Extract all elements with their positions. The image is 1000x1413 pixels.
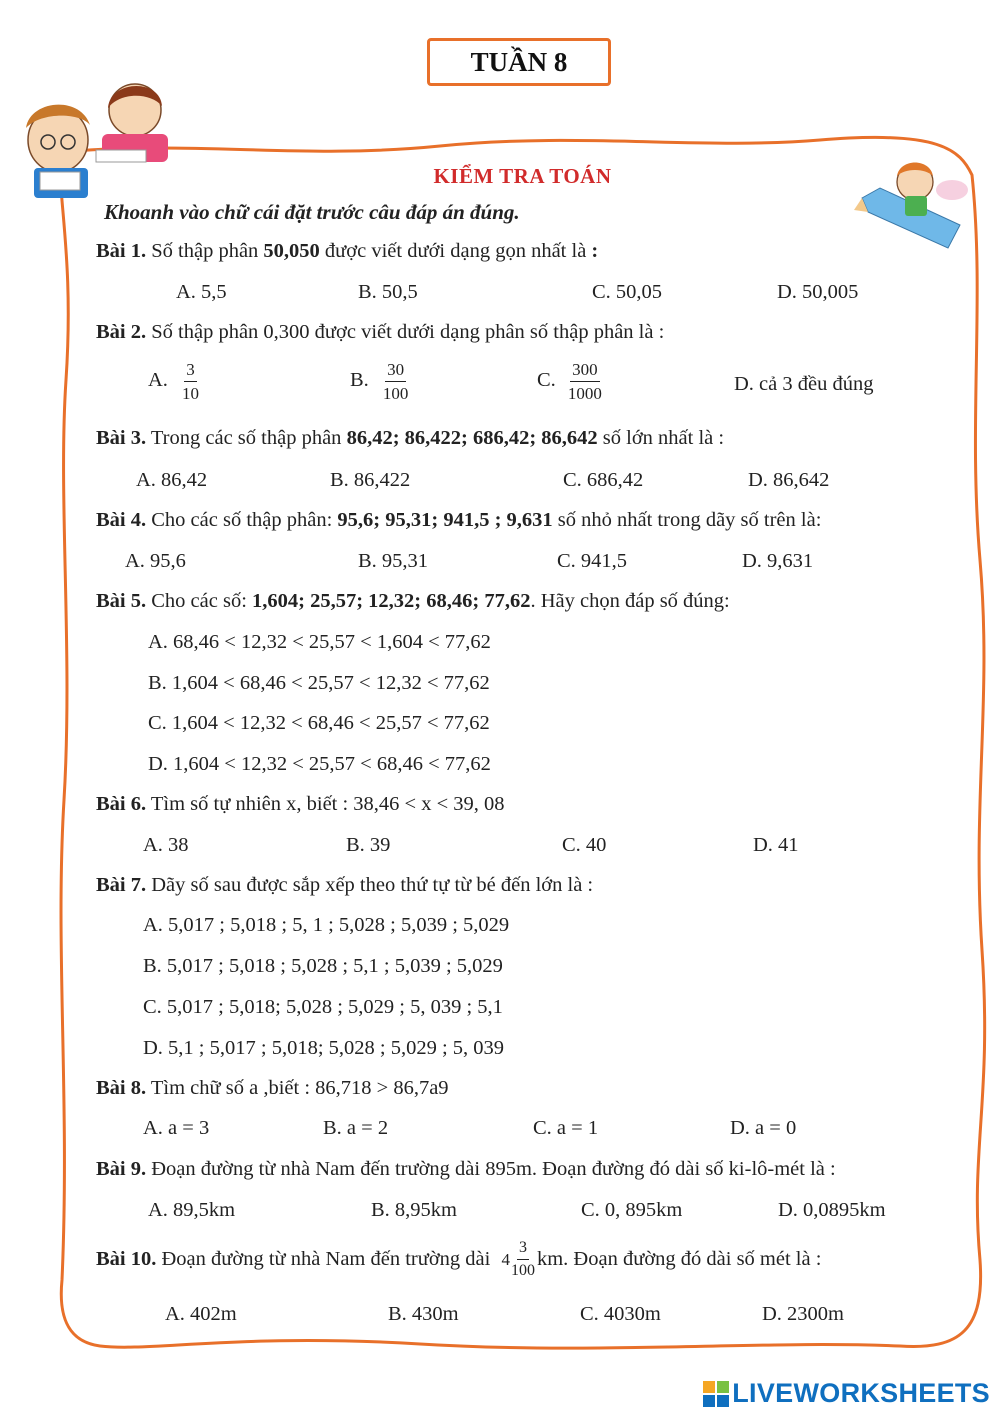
question-text: km. Đoạn đường đó dài số mét là : — [536, 1248, 822, 1270]
question-emphasis: 86,42; 86,422; 686,42; 86,642 — [346, 427, 598, 449]
week-title: TUẦN 8 — [427, 38, 611, 86]
question-text: Cho các số thập phân: — [146, 509, 338, 531]
question-3 — [96, 427, 724, 450]
fraction — [511, 1240, 535, 1279]
question-label: Bài 7. — [96, 874, 147, 896]
q3-option-d[interactable]: D. 86,642 — [748, 469, 830, 491]
question-label: Bài 3. — [96, 427, 147, 449]
q10-option-b[interactable]: B. 430m — [388, 1303, 459, 1325]
q7-option-c[interactable]: C. 5,017 ; 5,018; 5,028 ; 5,029 ; 5, 039 ; 5,1 — [143, 996, 503, 1018]
liveworksheets-logo[interactable] — [703, 1378, 990, 1409]
q9-option-d[interactable]: D. 0,0895km — [778, 1199, 886, 1221]
option-letter: A. — [148, 369, 168, 392]
q8-option-a[interactable]: A. a = 3 — [143, 1117, 210, 1139]
question-text: Số thập phân 0,300 được viết dưới dạng phân số thập phân là : — [146, 321, 665, 343]
question-text: Dãy số sau được sắp xếp theo thứ tự từ bé đến lớn là : — [146, 874, 594, 896]
q3-option-c[interactable]: C. 686,42 — [563, 469, 644, 491]
q4-option-a[interactable]: A. 95,6 — [125, 550, 186, 572]
q8-option-c[interactable]: C. a = 1 — [533, 1117, 599, 1139]
question-emphasis: 1,604; 25,57; 12,32; 68,46; 77,62 — [252, 590, 531, 612]
question-1 — [96, 240, 598, 263]
question-emphasis: 50,050 — [263, 240, 320, 262]
q6-option-a[interactable]: A. 38 — [143, 834, 189, 856]
question-text: Trong các số thập phân — [146, 427, 347, 449]
q5-option-a[interactable]: A. 68,46 < 12,32 < 25,57 < 1,604 < 77,62 — [148, 631, 491, 653]
mixed-number — [501, 1240, 535, 1279]
denominator: 1000 — [567, 384, 602, 403]
question-text: Đoạn đường từ nhà Nam đến trường dài 895m. Đoạn đường đó dài số ki-lô-mét là : — [146, 1158, 836, 1180]
question-text: Cho các số: — [146, 590, 253, 612]
q1-option-a[interactable]: A. 5,5 — [176, 281, 227, 303]
option-letter: B. — [350, 369, 369, 392]
question-2 — [96, 321, 664, 344]
option-letter: C. — [537, 369, 556, 392]
q5-option-b[interactable]: B. 1,604 < 68,46 < 25,57 < 12,32 < 77,62 — [148, 672, 490, 694]
numerator: 30 — [385, 361, 406, 382]
whole-part: 4 — [501, 1249, 510, 1269]
q1-option-c[interactable]: C. 50,05 — [592, 281, 663, 303]
question-10 — [96, 1240, 821, 1279]
q3-option-a[interactable]: A. 86,42 — [136, 469, 208, 491]
q10-option-d[interactable]: D. 2300m — [762, 1303, 844, 1325]
fraction — [383, 361, 409, 402]
question-colon: : — [591, 240, 599, 262]
q4-option-d[interactable]: D. 9,631 — [742, 550, 814, 572]
numerator: 3 — [184, 361, 197, 382]
q2-option-b[interactable] — [350, 361, 408, 402]
q10-option-a[interactable]: A. 402m — [165, 1303, 237, 1325]
q5-option-c[interactable]: C. 1,604 < 12,32 < 68,46 < 25,57 < 77,62 — [148, 712, 490, 734]
question-text: Tìm số tự nhiên x, biết : 38,46 < x < 39, 08 — [146, 793, 505, 815]
denominator: 100 — [382, 384, 409, 403]
question-label: Bài 6. — [96, 793, 147, 815]
q8-option-b[interactable]: B. a = 2 — [323, 1117, 389, 1139]
q2-option-d[interactable]: D. cả 3 đều đúng — [734, 373, 874, 395]
question-text: số lớn nhất là : — [597, 427, 725, 449]
question-emphasis: 95,6; 95,31; 941,5 ; 9,631 — [337, 509, 553, 531]
question-6 — [96, 793, 505, 816]
question-text: số nhỏ nhất trong dãy số trên là: — [552, 509, 822, 531]
question-label: Bài 9. — [96, 1158, 147, 1180]
question-text: được viết dưới dạng gọn nhất là — [319, 240, 592, 262]
question-text: Tìm chữ số a ,biết : 86,718 > 86,7a9 — [146, 1077, 449, 1099]
fraction — [182, 361, 199, 402]
denominator: 10 — [181, 384, 199, 403]
question-label: Bài 5. — [96, 590, 147, 612]
denominator: 100 — [510, 1262, 535, 1279]
question-9 — [96, 1158, 836, 1181]
q9-option-c[interactable]: C. 0, 895km — [581, 1199, 683, 1221]
page-heading: KIỂM TRA TOÁN — [433, 164, 612, 188]
question-text: Số thập phân — [146, 240, 264, 262]
question-4 — [96, 509, 821, 532]
q4-option-b[interactable]: B. 95,31 — [358, 550, 429, 572]
q1-option-d[interactable]: D. 50,005 — [777, 281, 859, 303]
q1-option-b[interactable]: B. 50,5 — [358, 281, 418, 303]
q6-option-c[interactable]: C. 40 — [562, 834, 607, 856]
q9-option-b[interactable]: B. 8,95km — [371, 1199, 457, 1221]
numerator: 300 — [570, 361, 600, 382]
q8-option-d[interactable]: D. a = 0 — [730, 1117, 797, 1139]
fraction — [568, 361, 602, 402]
q7-option-d[interactable]: D. 5,1 ; 5,017 ; 5,018; 5,028 ; 5,029 ; 5, 039 — [143, 1037, 505, 1059]
q2-option-c[interactable] — [537, 361, 602, 402]
numerator: 3 — [517, 1240, 529, 1260]
q10-option-c[interactable]: C. 4030m — [580, 1303, 661, 1325]
q7-option-b[interactable]: B. 5,017 ; 5,018 ; 5,028 ; 5,1 ; 5,039 ; 5,029 — [143, 955, 503, 977]
instruction-text: Khoanh vào chữ cái đặt trước câu đáp án đúng. — [104, 200, 520, 224]
q6-option-b[interactable]: B. 39 — [346, 834, 391, 856]
q6-option-d[interactable]: D. 41 — [753, 834, 799, 856]
q7-option-a[interactable]: A. 5,017 ; 5,018 ; 5, 1 ; 5,028 ; 5,039 ; 5,029 — [143, 914, 510, 936]
girl-writing-illustration — [96, 84, 168, 162]
question-text: Đoạn đường từ nhà Nam đến trường dài — [156, 1248, 496, 1270]
q3-option-b[interactable]: B. 86,422 — [330, 469, 411, 491]
q5-option-d[interactable]: D. 1,604 < 12,32 < 25,57 < 68,46 < 77,62 — [148, 753, 491, 775]
brand-name: LIVEWORKSHEETS — [732, 1378, 990, 1408]
question-label: Bài 4. — [96, 509, 147, 531]
question-label: Bài 1. — [96, 240, 147, 262]
question-8 — [96, 1077, 449, 1100]
question-label: Bài 10. — [96, 1248, 157, 1270]
question-7 — [96, 874, 593, 897]
question-text: . Hãy chọn đáp số đúng: — [530, 590, 730, 612]
q2-option-a[interactable] — [148, 361, 199, 402]
q4-option-c[interactable]: C. 941,5 — [557, 550, 628, 572]
question-label: Bài 8. — [96, 1077, 147, 1099]
liveworksheets-icon — [703, 1381, 729, 1407]
question-5 — [96, 590, 730, 613]
question-label: Bài 2. — [96, 321, 147, 343]
q9-option-a[interactable]: A. 89,5km — [148, 1199, 236, 1221]
